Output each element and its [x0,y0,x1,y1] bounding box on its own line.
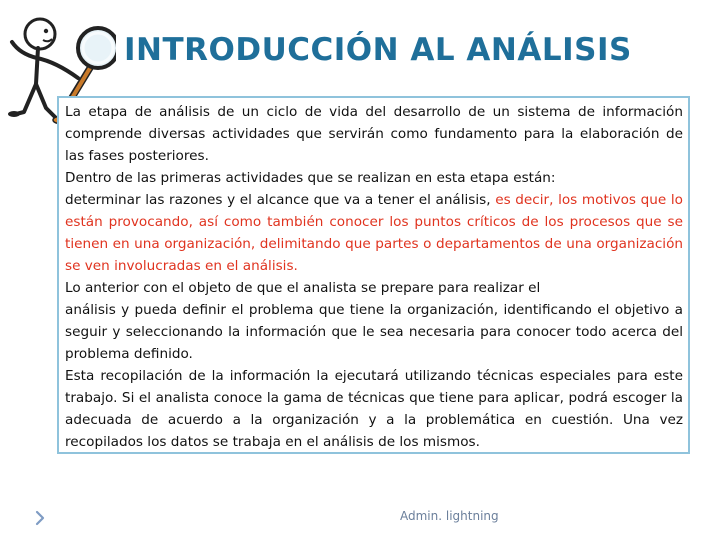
footer-author: Admin. lightning [400,509,499,523]
paragraph-objective-intro: Lo anterior con el objeto de que el analista se prepare para realizar el [65,280,541,296]
activities-text: determinar las razones y el alcance que va a tener el análisis, [65,192,496,208]
content-box [57,96,690,454]
paragraph-activities-intro: Dentro de las primeras actividades que se realizan en esta etapa están: [65,170,556,186]
slide-title: INTRODUCCIÓN AL ANÁLISIS [124,32,632,68]
paragraph-techniques: Esta recopilación de la información la ejecutará utilizando técnicas especiales para este trabajo. Si el analista conoce la gama de técnicas que tiene para aplicar, podrá escoger la adecuada de acuerdo a la organización y a la problemática en cuestión. Una vez recopilados los datos se trabaja en el análisis de los mismos. [65,368,683,450]
paragraph-objective: análisis y pueda definir el problema que tiene la organización, identificando el objetivo a seguir y seleccionando la información que le sea necesaria para conocer todo acerca del problema definido. [65,302,683,362]
highlighted-text: es decir, los motivos que lo están provocando, así como también conocer los puntos críticos de los procesos que se tienen en una organización, delimitando que partes o departamentos de una organización se ven involucradas en el análisis. [65,192,683,274]
paragraph-intro: La etapa de análisis de un ciclo de vida del desarrollo de un sistema de información comprende diversas actividades que servirán como fundamento para la elaboración de las fases posteriores. [65,104,683,164]
paragraph-activities [65,189,683,277]
slide-navigation-chevron-icon[interactable] [34,509,46,527]
